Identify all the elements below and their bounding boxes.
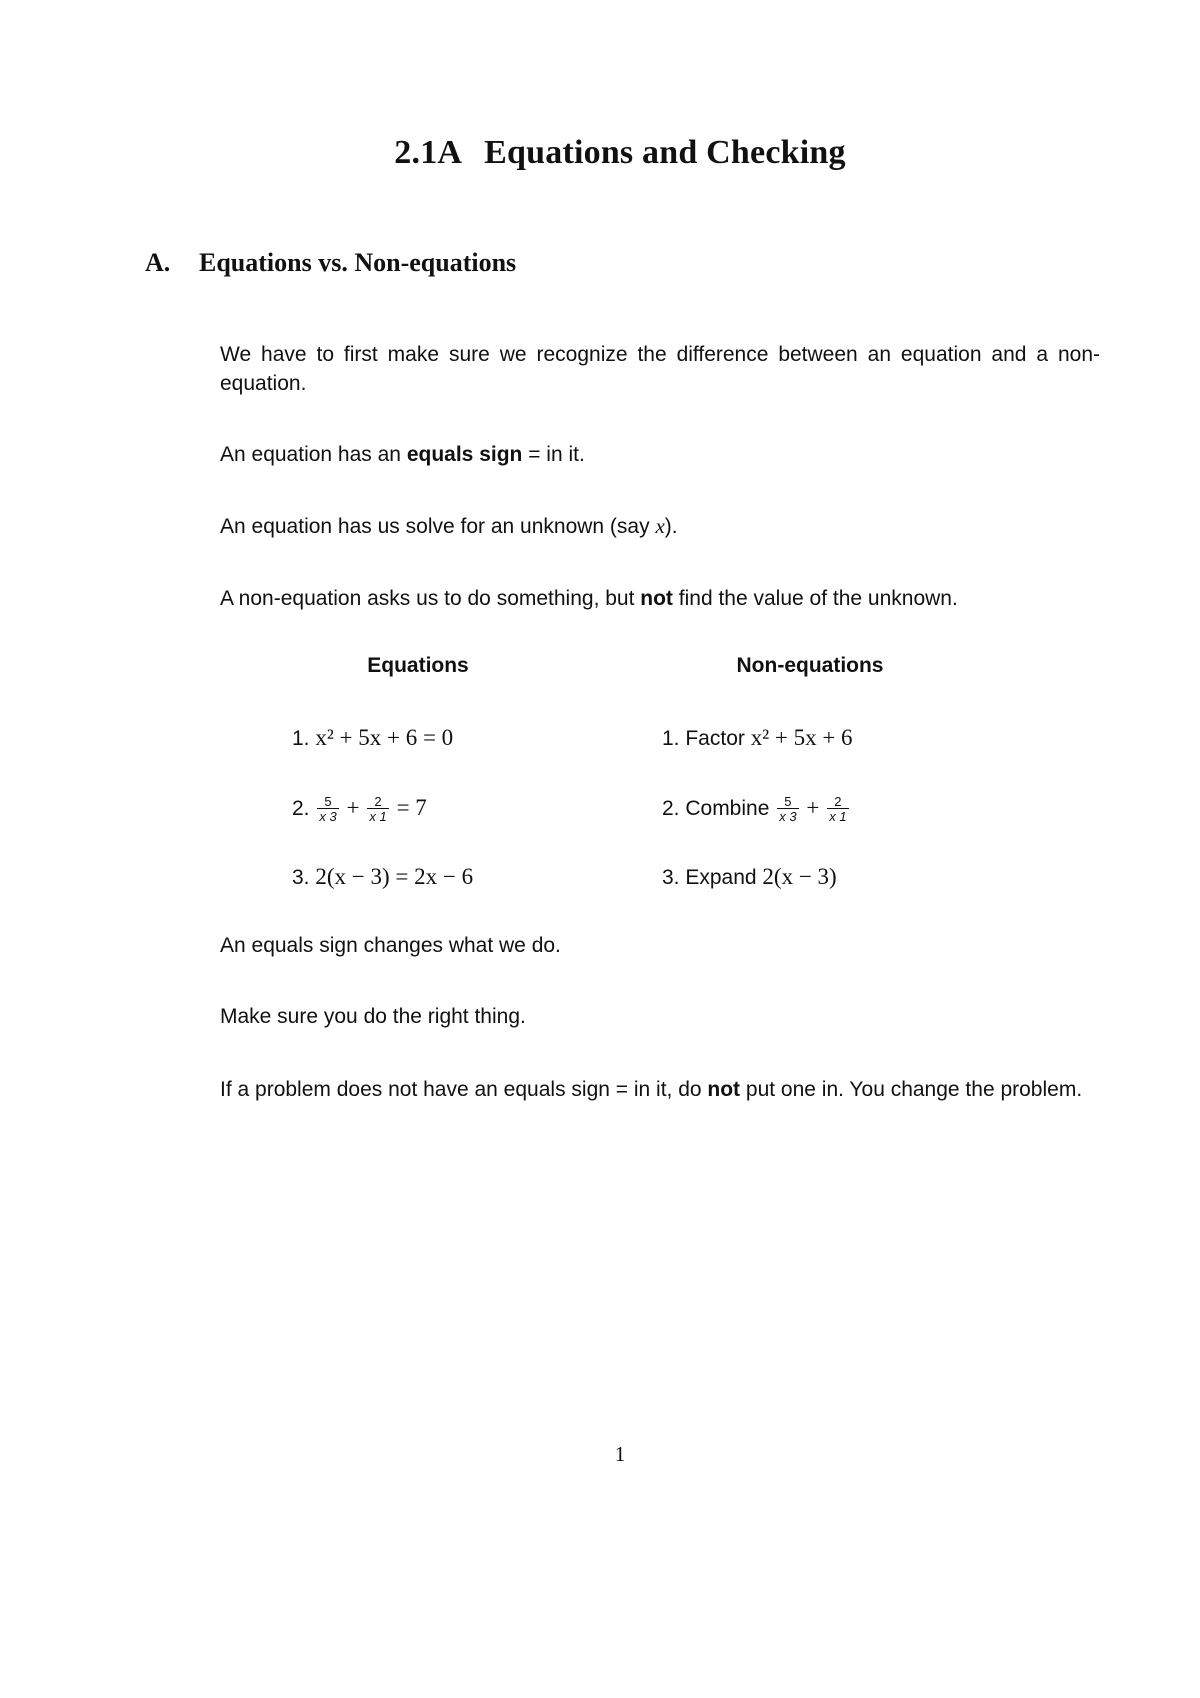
fraction — [367, 795, 388, 823]
equation-row-3 — [292, 864, 473, 890]
math-expression: 2(x − 3) — [762, 864, 837, 889]
plus-sign: + — [806, 795, 820, 820]
denominator: x 1 — [829, 809, 847, 825]
equation-row-2 — [292, 795, 427, 823]
text: = in it. — [522, 443, 585, 466]
math-expression: x² + 5x + 6 — [750, 725, 853, 750]
text: An equation has an — [220, 443, 407, 466]
fraction — [777, 795, 798, 823]
paragraph-warning — [220, 1075, 1100, 1104]
fraction — [827, 795, 848, 823]
plus-sign: + — [346, 795, 360, 820]
section-heading — [145, 248, 516, 278]
text: find the value of the unknown. — [672, 587, 958, 610]
item-number: 1. — [292, 727, 310, 750]
math-rhs: = 7 — [396, 795, 427, 820]
math-expression: x² + 5x + 6 = 0 — [315, 725, 454, 750]
numerator: 5 — [317, 795, 338, 809]
item-number: 2. — [292, 797, 310, 820]
denominator: x 3 — [779, 809, 797, 825]
bold-text: equals sign — [406, 443, 523, 466]
nonequations-header: Non-equations — [736, 654, 884, 677]
denominator: x 3 — [319, 809, 337, 825]
text: If a problem does not have an equals sign = in it, do — [220, 1078, 708, 1101]
equations-header: Equations — [367, 654, 469, 677]
nonequation-row-2 — [662, 795, 851, 823]
math-expression: 2(x − 3) = 2x − 6 — [315, 864, 474, 889]
page-title — [0, 134, 1200, 172]
paragraph-unknown — [220, 512, 1100, 541]
bold-text: not — [707, 1078, 741, 1101]
equation-row-1 — [292, 725, 453, 751]
denominator: x 1 — [369, 809, 387, 825]
nonequation-row-1 — [662, 725, 853, 751]
item-number: 3. — [292, 866, 310, 889]
numerator: 2 — [367, 795, 388, 809]
instruction: 3. Expand — [662, 866, 757, 889]
text: An equation has us solve for an unknown (say — [220, 515, 656, 538]
text: put one in. You change the problem. — [740, 1078, 1083, 1101]
text: ). — [664, 515, 678, 538]
paragraph-non-equation — [220, 584, 1100, 613]
paragraph-right-thing: Make sure you do the right thing. — [220, 1005, 526, 1028]
text: A non-equation asks us to do something, but — [220, 587, 641, 610]
instruction: 1. Factor — [662, 727, 745, 750]
page-number: 1 — [614, 1442, 626, 1466]
section-title: Equations vs. Non-equations — [199, 248, 517, 277]
paragraph-equals-sign — [220, 440, 1100, 469]
paragraph-intro: We have to first make sure we recognize the difference between an equation and a non-equation. — [220, 343, 1100, 395]
section-letter: A. — [145, 248, 171, 277]
instruction: 2. Combine — [662, 797, 770, 820]
paragraph-changes: An equals sign changes what we do. — [220, 934, 561, 957]
numerator: 2 — [827, 795, 848, 809]
title-number: 2.1A — [394, 134, 463, 171]
nonequation-row-3 — [662, 864, 837, 890]
variable: x — [655, 514, 665, 538]
title-text: Equations and Checking — [484, 134, 846, 171]
bold-text: not — [640, 587, 673, 610]
fraction — [317, 795, 338, 823]
numerator: 5 — [777, 795, 798, 809]
